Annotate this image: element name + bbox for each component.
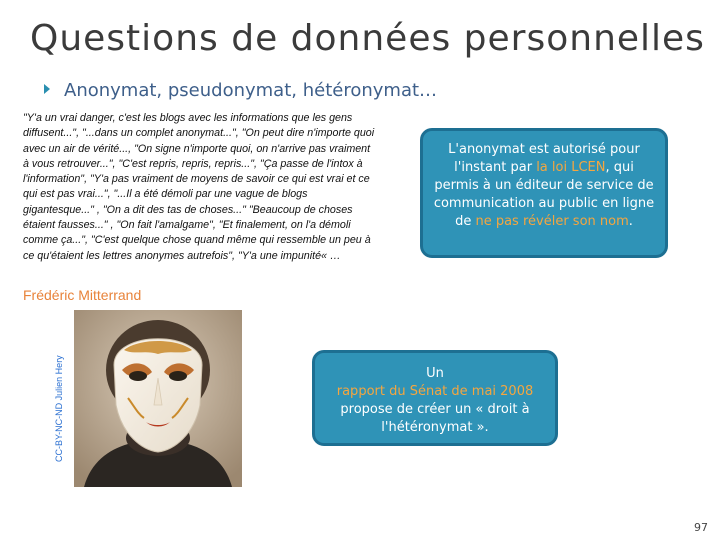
- senate-report-box: [312, 350, 558, 446]
- senate-text-start: Un: [426, 366, 444, 381]
- slide-title: Questions de données personnelles: [30, 18, 705, 59]
- lcen-info-box: [420, 128, 668, 258]
- lcen-text-start: L'anonymat est autorisé pour l'instant par: [448, 142, 640, 175]
- quote-text: "Y'a un vrai danger, c'est les blogs avec les informations que les gens diffusent...", "...dans un complet anonymat...", "On peut dire n'importe quoi avec un air de vérité..., "On signe n'importe quoi, on n'arrive pas vraiment à vous retrouver...", "C'est repris, repris, repris...", "Ça passe de l'intox à l'information", "Y'a pas vraiment de moyens de savoir ce qui est vrai et ce qui est pas vrai...", "...Il a été démoli par une vague de blogs gigantesque..." , "On a dit des tas de choses..." "Beaucoup de choses étaient fausses..." , "On fait l'amalgame", "Et finalement, on l'a démoli comme ça...", "C'est quelque chose quand même qui ressemble un peu à ce qu'étaient les lettres anonymes autrefois", "Y'a une impunité« …: [23, 112, 375, 262]
- lcen-info-text: [431, 141, 657, 231]
- photo-credit: CC-BY-NC-ND Julien Hery: [54, 355, 64, 462]
- senate-report-link[interactable]: rapport du Sénat de mai 2008: [336, 384, 534, 399]
- senate-text-end: propose de créer un « droit à l'hétéronymat ».: [340, 402, 530, 435]
- lcen-law-link[interactable]: la loi LCEN: [536, 160, 606, 175]
- bullet-text: Anonymat, pseudonymat, hétéronymat…: [64, 80, 438, 101]
- mask-illustration: [74, 310, 242, 487]
- senate-report-text: [323, 365, 547, 437]
- lcen-text-end: .: [628, 214, 633, 229]
- lcen-text-middle: , qui permis à un éditeur de service de communication au public en ligne de: [433, 160, 655, 229]
- page-number: 97: [694, 521, 708, 534]
- quote-author: Frédéric Mitterrand: [23, 287, 142, 303]
- bullet-item: [44, 80, 437, 101]
- bullet-arrow-icon: [44, 84, 50, 94]
- mask-photo: [74, 310, 242, 487]
- hide-name-link[interactable]: ne pas révéler son nom: [475, 214, 629, 229]
